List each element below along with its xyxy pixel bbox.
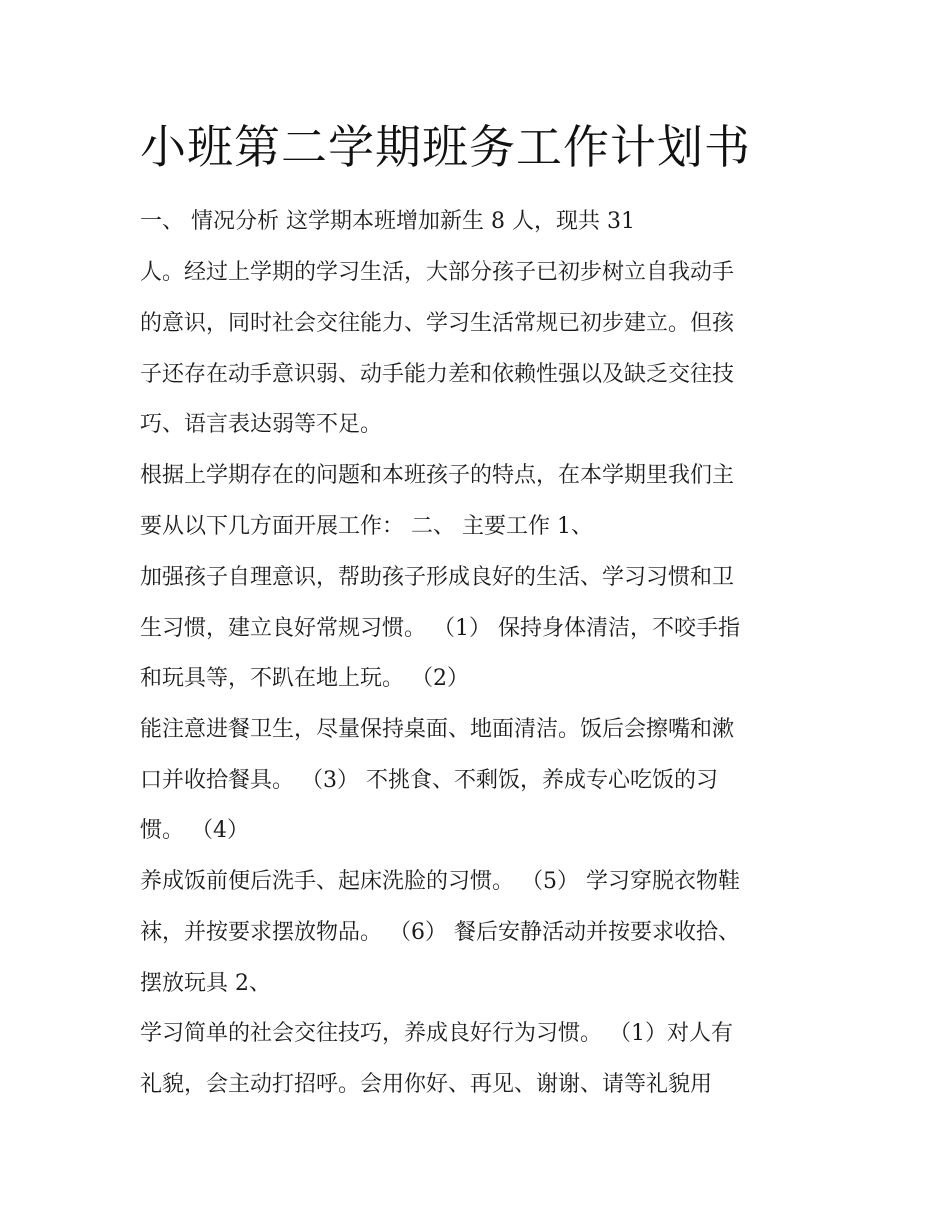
body-line: 袜，并按要求摆放物品。 （6） 餐后安静活动并按要求收拾、 <box>140 920 740 945</box>
body-line: 巧、语言表达弱等不足。 <box>140 412 383 437</box>
body-line: 的意识，同时社会交往能力、学习生活常规已初步建立。但孩 <box>140 311 735 336</box>
body-line: 和玩具等，不趴在地上玩。 （2） <box>140 666 469 691</box>
body-line: 学习简单的社会交往技巧，养成良好行为习惯。 （1）对人有 <box>140 1021 733 1046</box>
body-line: 根据上学期存在的问题和本班孩子的特点，在本学期里我们主 <box>140 463 735 488</box>
body-line: 一、 情况分析 这学期本班增加新生 8 人，现共 31 <box>140 209 635 234</box>
body-line: 生习惯，建立良好常规习惯。 （1） 保持身体清洁，不咬手指 <box>140 616 740 641</box>
body-line: 礼貌，会主动打招呼。会用你好、再见、谢谢、请等礼貌用 <box>140 1072 713 1097</box>
body-line: 加强孩子自理意识，帮助孩子形成良好的生活、学习习惯和卫 <box>140 565 735 590</box>
body-line: 要从以下几方面开展工作： 二、 主要工作 1、 <box>140 514 593 539</box>
body-line: 口并收拾餐具。 （3） 不挑食、不剩饭，养成专心吃饭的习 <box>140 768 718 793</box>
body-line: 摆放玩具 2、 <box>140 971 271 996</box>
body-line: 惯。 （4） <box>140 818 249 843</box>
body-line: 能注意进餐卫生，尽量保持桌面、地面清洁。饭后会擦嘴和漱 <box>140 717 735 742</box>
body-line: 子还存在动手意识弱、动手能力差和依赖性强以及缺乏交往技 <box>140 362 735 387</box>
body-line: 人。经过上学期的学习生活，大部分孩子已初步树立自我动手 <box>140 260 735 285</box>
body-line: 养成饭前便后洗手、起床洗脸的习惯。 （5） 学习穿脱衣物鞋 <box>140 869 740 894</box>
document-title: 小班第二学期班务工作计划书 <box>140 120 751 174</box>
